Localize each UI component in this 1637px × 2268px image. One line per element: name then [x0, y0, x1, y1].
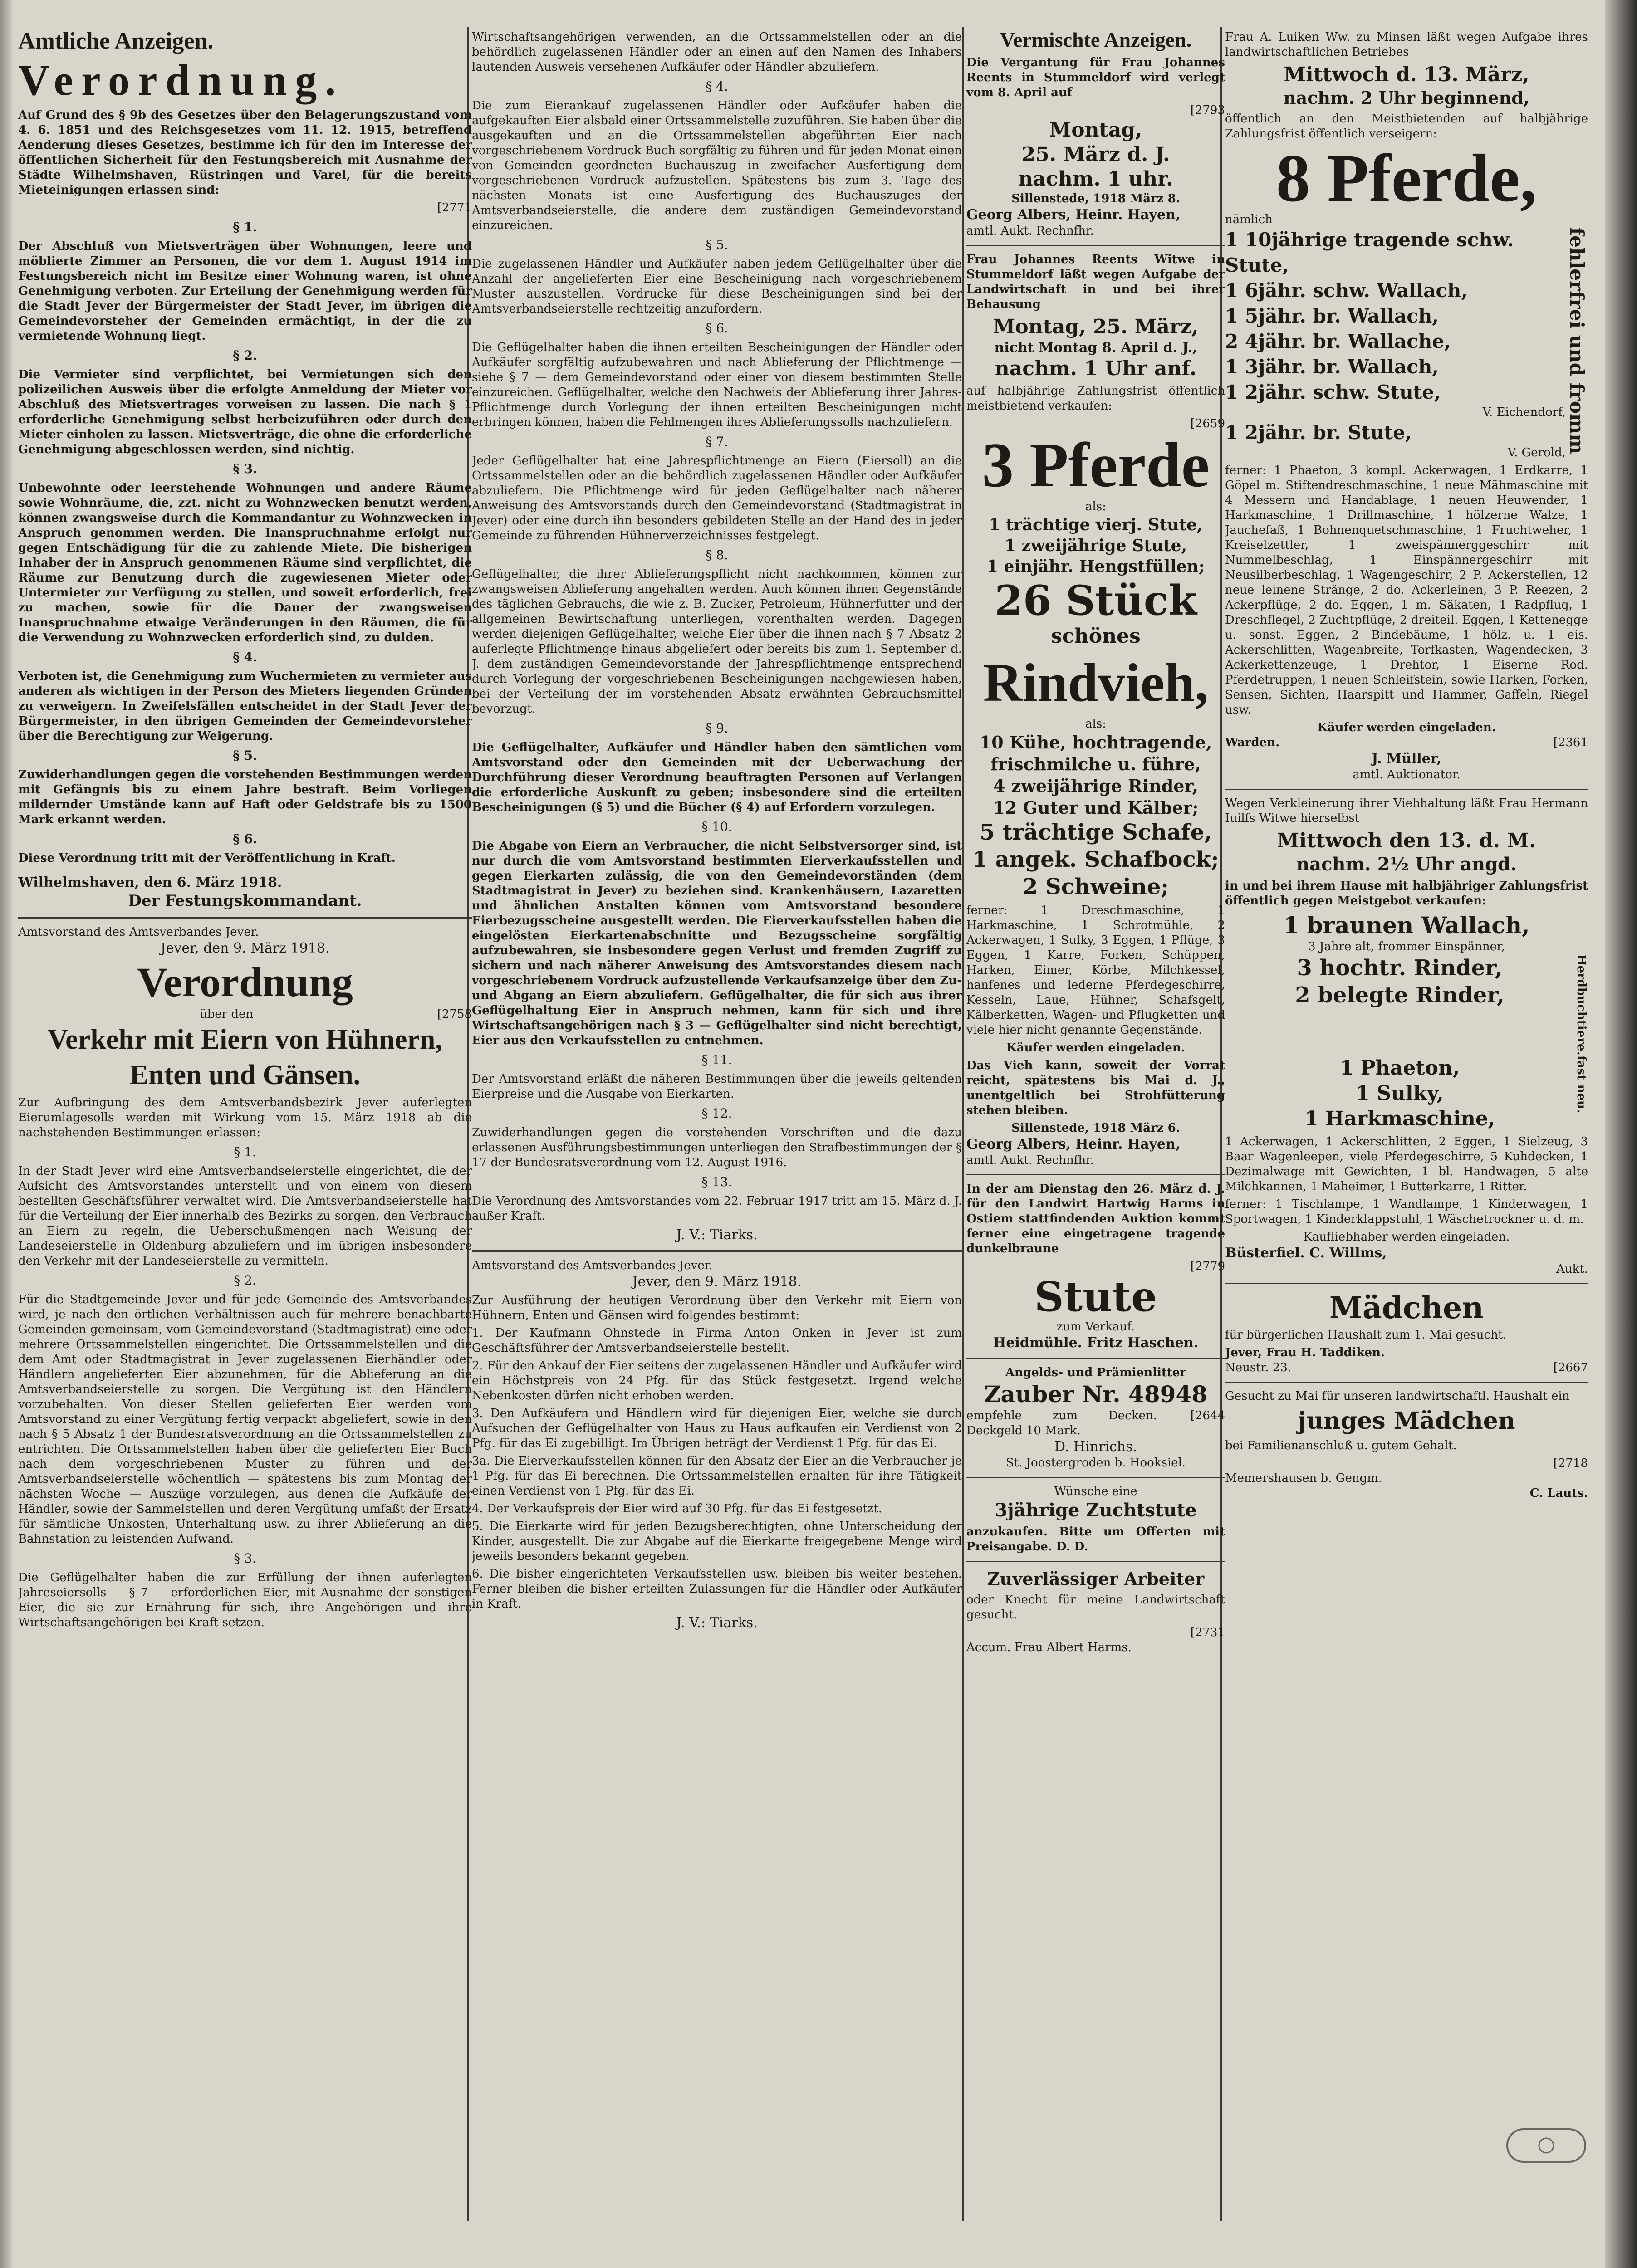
ad-signature-role: Aukt. — [1556, 1262, 1588, 1276]
divider — [1225, 789, 1588, 790]
ad-text: empfehle zum Decken. Deckgeld 10 Mark. — [966, 1409, 1157, 1437]
horse-item: 1 10jährige tragende schw. Stute, — [1225, 229, 1514, 276]
ad-signature-role: amtl. Aukt. Rechnfhr. — [966, 1154, 1094, 1167]
headline-maedchen: Mädchen — [1329, 1290, 1484, 1325]
paragraph: Diese Verordnung tritt mit der Veröffentlichung in Kraft. — [18, 851, 396, 865]
section-heading: § 1. — [234, 1144, 256, 1159]
ad-text: ferner: 1 Dreschmaschine, 1 Harkmaschine, 1 Schrotmühle, 2 Ackerwagen, 1 Sulky, 3 Eggen, 1 Pflüge, 3 Eggen, 1 Karre, Forken, Schüppen, Harken, Eimer, Körbe, Milchkessel, hanfenes und lederne Pferdegeschirre, Kesseln, Laue, Hühner, Schafsgelt, Kälberketten, Wagen- und Pflugketten und viele hier nicht genannte Gegenstände. — [966, 904, 1225, 1037]
ad-text: für bürgerlichen Haushalt zum 1. Mai gesucht. — [1225, 1328, 1507, 1342]
section-heading: § 2. — [233, 348, 257, 363]
horse-list — [1225, 227, 1566, 460]
column-3 — [966, 27, 1225, 2248]
als: als: — [1085, 717, 1106, 731]
binding-spine — [1605, 0, 1637, 2268]
divider — [966, 1174, 1225, 1175]
invite: Kaufliebhaber werden eingeladen. — [1303, 1230, 1510, 1244]
schoenes: schönes — [1051, 625, 1141, 648]
sheep-item: 5 trächtige Schafe, — [980, 820, 1212, 845]
ref: [2771 — [437, 201, 472, 215]
ad-text: öffentlich an den Meistbietenden auf halbjährige Zahlungsfrist öffentlich verseigern: — [1225, 112, 1588, 141]
authority: Amtsvorstand des Amtsverbandes Jever. — [18, 925, 259, 939]
ad-date: Mittwoch d. 13. März, — [1284, 63, 1529, 86]
ad-text: Gesucht zu Mai für unseren landwirtschaftl. Haushalt ein — [1225, 1389, 1570, 1403]
subject-line: Enten und Gänsen. — [129, 1060, 361, 1090]
column-2 — [472, 27, 962, 2248]
horse-item: 1 einjähr. Hengstfüllen; — [986, 557, 1205, 576]
ad-signature: C. Lauts. — [1529, 1486, 1588, 1500]
section-heading: § 6. — [233, 831, 257, 846]
paragraph: Verboten ist, die Genehmigung zum Wuchermieten zu vermieter aus anderen als wichtigen in der Person des Mieters liegenden Gründen zu verweigern. In Zweifelsfällen entscheidet in der Stadt Jever der Bürgermeister, in den übrigen Gemeinden der Gemeindevorsteher über die Berechtigung zur Weigerung. — [18, 670, 472, 743]
headline-rindvieh: Rindvieh, — [983, 652, 1209, 713]
ad-date: Montag, — [1049, 118, 1142, 142]
horse-item: 1 trächtige vierj. Stute, — [989, 515, 1203, 534]
ad-place: St. Joostergroden b. Hooksiel. — [1005, 1456, 1186, 1470]
section-header: Amtliche Anzeigen. — [18, 28, 214, 54]
paragraph: In der Stadt Jever wird eine Amtsverbandseierstelle eingerichtet, die der Aufsicht des Amtsvorstandes unterstellt und von einem von diesem bestellten Geschäftsführer verwaltet wird. Die Amtsverbandseierstelle hat für die Verteilung der Eier innerhalb des Bezirks zu sorgen, den Verbrauch an Eiern zu regeln, die Ueberschußmengen nach Weisung der Landeseierstelle in Oldenburg abzuliefern und im übrigen insbesondere den Verkehr mit der Landeseierstelle zu vermitteln. — [18, 1164, 472, 1268]
headline-pferde: 8 Pferde, — [1276, 141, 1537, 216]
ad-signature: Heidmühle. Fritz Haschen. — [993, 1335, 1198, 1351]
ad-text: ferner: 1 Phaeton, 3 kompl. Ackerwagen, 1 Erdkarre, 1 Göpel m. Stiftendreschmaschine, 1 neue Mähmaschine mit 4 Messern und Handablage, 1 neuen Heuwender, 1 Harkmaschine, 1 Drillmaschine, 1 hölzerne Walze, 1 Jauchefaß, 1 Bohnenquetschmaschine, 1 Fruchtweher, 1 Kreiselzettler, 1 zweispännerggeschirr mit Nummelbeschlag, 1 Einspännergeschirr mit Neusilberbeschlag, 1 Wagengeschirr, 2 P. Ackerstellen, 12 neue leinene Stränge, 2 do. Ackerleinen, 3 P. Reezen, 2 Ackerpflüge, 2 do. Eggen, 1 m. Säkaten, 1 Radpflug, 1 Dreschflegel, 2 Zuchtpflüge, 2 dreiteil. Eggen, 1 Kettenegge u. sonst. Eggen, 2 Bindebäume, 1 hölz. u. 1 eis. Ackerschlitten, Wagenbreite, Torfkasten, Wagendecken, 3 Ackerkettenzeuge, 1 Drehtor, 1 Eiserne Rod. Pferdetruppen, 1 neuen Schleifstein, sowie Harken, Forken, Sensen, Sichten, Haarspitt und Hammer, Gaffeln, Riegel usw. — [1225, 464, 1588, 717]
ref: [2779 — [1190, 1260, 1225, 1273]
signature: J. V.: Tiarks. — [676, 1227, 758, 1243]
paragraph: Jeder Geflügelhalter hat eine Jahrespflichtmenge an Eiern (Eiersoll) an die Ortssammelstellen oder an die behördlich zugelassenen Händler oder Aufkäufer abzuliefern. Die Pflichtmenge wird für jeden Geflügelhalter nach näherer Anweisung des Amtsvorstands durch den Gemeindevorstand (Stadtmagistrat in Jever) oder eine durch ihn besonders gebildeten Stelle an der Hand des in jeder Gemeinde zu führenden Hühnerverzeichnisses festgelegt. — [472, 454, 962, 543]
ueber-row — [18, 1007, 472, 1022]
ad-text: ferner: 1 Tischlampe, 1 Wandlampe, 1 Kinderwagen, 1 Sportwagen, 1 Kinderklappstuhl, 1 Wäschetrockner u. d. m. — [1225, 1197, 1588, 1226]
cattle-item: 4 zweijährige Rinder, — [993, 776, 1198, 796]
intro: Auf Grund des § 9b des Gesetzes über den Belagerungszustand vom 4. 6. 1851 und des Reichsgesetzes vom 11. 12. 1915, betreffend Aenderung dieses Gesetzes, bestimme ich für den im Interesse der öffentlichen Sicherheit für den Festungsbereich mit Ausnahme der Städte Wilhelmshaven, Rüstringen und Varel, für die bereits Mieteinigungen erlassen sind: — [18, 108, 472, 197]
vehicle-item: 1 Sulky, — [1356, 1081, 1444, 1105]
section-heading: § 13. — [701, 1174, 732, 1189]
divider — [966, 1477, 1225, 1478]
list-item: 3a. Die Eierverkaufsstellen können für den Absatz der Eier an die Verbraucher je 1 Pfg. für das Ei berechnen. Die Ortssammelstellen erhalten für ihre Tätigkeit einen Verdienst von 1 Pfg. für das Ei. — [472, 1454, 962, 1498]
ad-row — [966, 1408, 1225, 1438]
vertical-note: Herdbuchtiere. — [1574, 954, 1588, 1056]
list-item: 1. Der Kaufmann Ohnstede in Firma Anton Onken in Jever ist zum Geschäftsführer der Amtsverbandseierstelle bestellt. — [472, 1326, 962, 1355]
headline-junges-maedchen: junges Mädchen — [1298, 1407, 1515, 1435]
ad-text: Wegen Verkleinerung ihrer Viehhaltung läßt Frau Hermann Iuilfs Witwe hierselbst — [1225, 797, 1588, 825]
vehicle-item: 1 Harkmaschine, — [1304, 1107, 1495, 1130]
paragraph: Die Verordnung des Amtsvorstandes vom 22. Februar 1917 tritt am 15. März d. J. außer Kraft. — [472, 1194, 962, 1223]
ad-text: Frau A. Luiken Ww. zu Minsen läßt wegen Aufgabe ihres landwirtschaftlichen Betriebes — [1225, 30, 1588, 59]
ad-date: 25. März d. J. — [1021, 143, 1170, 166]
divider — [472, 1250, 962, 1252]
paragraph: Die Geflügelhalter, Aufkäufer und Händler haben den sämtlichen vom Amtsvorstand oder den Gemeinden mit der Ueberwachung der Durchführung dieser Verordnung beauftragten Personen auf Verlangen die erforderliche Auskunft zu geben; insbesondere sind die erteilten Bescheinigungen (§ 5) und die Bücher (§ 4) auf Erfordern vorzulegen. — [472, 741, 962, 814]
ad-row — [1225, 1360, 1588, 1375]
library-stamp-icon — [1505, 2127, 1587, 2164]
ad-text: Wünsche eine — [1054, 1485, 1137, 1498]
ad-text: In der am Dienstag den 26. März d. J. für den Landwirt Hartwig Harms in Ostiem stattfindenden Auktion kommt ferner eine eingetragene tragende dunkelbraune — [966, 1182, 1225, 1256]
cattle-item: 2 belegte Rinder, — [1295, 982, 1505, 1008]
list-item: 4. Der Verkaufspreis der Eier wird auf 30 Pfg. für das Ei festgesetzt. — [472, 1502, 882, 1515]
left-edge — [0, 0, 14, 2268]
subject-line: Verkehr mit Eiern von Hühnern, — [48, 1024, 442, 1055]
section-heading: § 5. — [706, 237, 728, 252]
cattle-item: 3 hochtr. Rinder, — [1297, 955, 1503, 981]
column-4 — [1225, 27, 1588, 2248]
section-heading: § 2. — [234, 1273, 256, 1288]
section-heading: § 4. — [706, 79, 728, 94]
list-item: 5. Die Eierkarte wird für jeden Bezugsberechtigten, ohne Unterscheidung der Kinder, ausgestellt. Die zur Abgabe auf die Eierkarte freigegebene Menge wird jeweils besonders bekannt gegeben. — [472, 1520, 962, 1563]
owner: V. Gerold, — [1507, 446, 1566, 459]
section-heading: § 5. — [233, 748, 257, 763]
verordnung-title-2: Verordnung — [137, 959, 353, 1005]
paragraph: Die Vermieter sind verpflichtet, bei Vermietungen sich den polizeilichen Ausweis über die erfolgte Anmeldung der Mieter vor Abschluß des Mietsvertrages vorweisen zu lassen. Die nach § 1 erforderliche Genehmigung selbst herbeizuführen oder durch den Mieter einholen zu lassen. Mietsverträge, die ohne die erforderliche Genehmigung abgeschlossen werden, sind nichtig. — [18, 368, 472, 456]
divider — [1225, 1382, 1588, 1383]
section-heading: § 12. — [701, 1106, 732, 1121]
divider — [966, 245, 1225, 246]
ad-place: Sillenstede, 1918 März 6. — [1011, 1121, 1180, 1135]
ad-text: anzukaufen. Bitte um Offerten mit Preisangabe. D. D. — [966, 1525, 1225, 1554]
ad-signature: D. Hinrichs. — [1054, 1439, 1137, 1455]
cattle-block — [1225, 954, 1588, 1056]
ad-text: Die Vergantung für Frau Johannes Reents in Stummeldorf wird verlegt vom 8. April auf — [966, 56, 1225, 99]
section-heading: § 11. — [701, 1052, 732, 1067]
paragraph: Die zugelassenen Händler und Aufkäufer haben jedem Geflügelhalter über die Anzahl der angelieferten Eier eine Bescheinigung nach vorgeschriebenem Muster auszustellen. Vordrucke für diese Bescheinigungen sind bei der Amtsverbandseierstelle rechtzeitig anzufordern. — [472, 257, 962, 316]
section-heading: § 3. — [233, 461, 257, 476]
ad-time: nachm. 1 uhr. — [1018, 167, 1173, 191]
vertical-note: fehlerfrei und fromm — [1566, 227, 1588, 454]
list-item: 2. Für den Ankauf der Eier seitens der zugelassenen Händler und Aufkäufer wird ein Höchstpreis von 24 Pfg. für das Stück festgesetzt. Irgend welche Nebenkosten dürfen nicht erhoben werden. — [472, 1359, 962, 1403]
ad-signature: J. Müller, — [1372, 751, 1441, 767]
invite: Käufer werden eingeladen. — [1006, 1041, 1185, 1055]
owner: V. Eichendorf, — [1482, 406, 1566, 419]
ad-date: Mittwoch den 13. d. M. — [1277, 829, 1536, 852]
horse-item: 1 3jähr. br. Wallach, — [1225, 356, 1439, 378]
paragraph: Der Abschluß von Mietsverträgen über Wohnungen, leere und möblierte Zimmer an Personen, die vor dem 1. August 1914 im Festungsbereich nicht im Besitze einer Wohnung waren, ist ohne Genehmigung verboten. Zur Erteilung der Genehmigung werden für die Stadt Jever der Bürgermeister der Stadt Jever, im übrigen die Gemeindevorsteher der Gemeinden ermächtigt, in der die zu vermietende Wohnung liegt. — [18, 240, 472, 343]
ad-row — [1225, 735, 1588, 750]
ad-text: bei Familienanschluß u. gutem Gehalt. — [1225, 1438, 1457, 1452]
ad-signature: Büsterfiel. C. Willms, — [1225, 1245, 1387, 1261]
ref: [2361 — [1553, 736, 1588, 749]
headline-pferde: 3 Pferde — [982, 430, 1210, 500]
signer: Der Festungskommandant. — [128, 892, 362, 910]
paragraph: Die zum Eierankauf zugelassenen Händler oder Aufkäufer haben die aufgekauften Eier alsbald einer Ortssammelstelle zuzuführen. Sie haben über die ausgekauften und an die Ortssammelstellen abgeführten Eier nach vorgeschriebenem Vordruck Buch sorgfältig zu führen und für jeden Monat einen von Gemeinden geordneten Buchauszug in zweifacher Ausfertigung dem vorgeschriebenen Vordruck aufzustellen. Spätestens bis zum 3. Tage des nächsten Monats ist eine Ausfertigung des Buchauszuges der Amtsverbandseierstelle, die andere dem zuständigen Gemeindevorstand einzureichen. — [472, 99, 962, 232]
headline-arbeiter: Zuverlässiger Arbeiter — [987, 1569, 1205, 1589]
ref: [2758 — [437, 1007, 472, 1021]
ad-address: Neustr. 23. — [1225, 1360, 1292, 1374]
vehicle-item: 1 Phaeton, — [1339, 1056, 1460, 1080]
intro: Zur Aufbringung des dem Amtsverbandsbezirk Jever auferlegten Eierumlagesolls werden mit Wirkung vom 15. März 1918 ab die nachstehenden Bestimmungen erlassen: — [18, 1096, 472, 1139]
section-header: Vermischte Anzeigen. — [1000, 28, 1192, 51]
ad-signature: Accum. Frau Albert Harms. — [966, 1641, 1132, 1654]
ref: [2793 — [1190, 103, 1225, 117]
ad-place: Warden. — [1225, 736, 1280, 749]
headline-stute: Stute — [1034, 1273, 1157, 1321]
horse-item: 2 4jähr. br. Wallache, — [1225, 330, 1451, 352]
headline-zauber: Zauber Nr. 48948 — [984, 1381, 1207, 1408]
sheep-item: 1 angek. Schafbock; — [972, 847, 1219, 872]
vehicle-list — [1225, 1056, 1574, 1132]
headline-wallach: 1 braunen Wallach, — [1283, 912, 1530, 938]
section-heading: § 8. — [706, 547, 728, 562]
horse-item: 1 2jähr. br. Stute, — [1225, 421, 1412, 444]
section-heading: § 7. — [706, 434, 728, 449]
horse-item: 1 zweijährige Stute, — [1004, 536, 1187, 555]
list-item: 6. Die bisher eingerichteten Verkaufsstellen usw. bleiben bis weiter bestehen. Ferner bleiben die bisher erteilten Zulassungen für die Händler oder Aufkäufer in Kraft. — [472, 1567, 962, 1611]
divider — [18, 917, 472, 919]
column-1 — [18, 27, 472, 2248]
horse-item: 1 6jähr. schw. Wallach, — [1225, 279, 1468, 302]
invite: Käufer werden eingeladen. — [1317, 721, 1496, 734]
cattle-item: 12 Guter und Kälber; — [993, 797, 1199, 818]
ad-time: nachm. 1 Uhr anf. — [995, 357, 1197, 380]
ad-subheading: Angelds- und Prämienlitter — [1005, 1366, 1186, 1379]
vertical-note: fast neu. — [1574, 1055, 1588, 1113]
section-heading: § 6. — [706, 321, 728, 336]
section-heading: § 1. — [233, 220, 257, 235]
headline-zuchtstute: 3jährige Zuchtstute — [995, 1500, 1197, 1521]
ad-text: in und bei ihrem Hause mit halbjähriger Zahlungsfrist öffentlich gegen Meistgebot verkaufen: — [1225, 879, 1588, 908]
paragraph: Wirtschaftsangehörigen verwenden, an die Ortssammelstellen oder an die behördlich zugelassenen Händler oder an einen auf den Namen des Inhabers lautenden Ausweis versehenen Aufkäufer oder Händler abzuliefern. — [472, 30, 962, 74]
paragraph: Die Geflügelhalter haben die ihnen erteilten Bescheinigungen der Händler oder Aufkäufer sorgfältig aufzubewahren und nach Ablieferung der Pflichtmenge — siehe § 7 — dem Gemeindevorstand oder einer von diesem bestimmten Stelle einzureichen. Geflügelhalter, welche den Nachweis der Ablieferung ihrer Jahres-Pflichtmenge durch Vorlegung der ihnen erteilten Bescheinigungen nicht erbringen können, haben die Fehlmengen ihres Ablieferungssolls nachzuliefern. — [472, 341, 962, 429]
list-item: 3. Den Aufkäufern und Händlern wird für diejenigen Eier, welche sie durch Aufsuchen der Geflügelhalter von Haus zu Haus aufkaufen ein Verdienst von 2 Pfg. für das Ei zugebilligt. Im Übrigen beträgt der Verdienst 1 Pfg. für das Ei. — [472, 1407, 962, 1450]
paragraph: Die Geflügelhalter haben die zur Erfüllung der ihnen auferlegten Jahreseiersolls — § 7 — erforderlichen Eier, mit Ausnahme der sonstigen Eier, die sie zur Ernährung für sich, ihre Angehörigen und ihre Wirtschaftsangehörigen bei Kraft setzen. — [18, 1571, 472, 1629]
section-heading: § 10. — [701, 819, 732, 834]
paragraph: Geflügelhalter, die ihrer Ablieferungspflicht nicht nachkommen, können zur zwangsweisen Ablieferung angehalten werden. Auch können ihnen Gegenstände des täglichen Gebrauchs, die wie z. B. Zucker, Petroleum, Hühnerfutter und der allgemeinen Bewirtschaftung unterliegen, vorenthalten werden. Dagegen werden diejenigen Geflügelhalter, welche Eier über die ihnen nach § 7 Absatz 2 auferlegte Pflichtmenge hinaus abgeliefert oder bereits bis zum 1. September d. J. dem zuständigen Gemeindevorstande der Jahrespflichtmenge entsprechend durch Vorlegung der vorgeschriebenen Bescheinigungen nachgewiesen haben, bei der Verteilung der im vorstehenden Absatz erwähnten Gebrauchsmittel bevorzugt. — [472, 567, 962, 716]
sheep-item: 2 Schweine; — [1022, 874, 1169, 899]
ref: [2644 — [1190, 1409, 1225, 1422]
ad-time: nachm. 2½ Uhr angd. — [1296, 854, 1517, 875]
paragraph: Die Abgabe von Eiern an Verbraucher, die nicht Selbstversorger sind, ist nur durch die vom Amtsvorstand bestimmten Eierverkaufsstellen und gegen Eierkarten zulässig, die von den Gemeindevorständen (dem Stadtmagistrat in Jever) zu beziehen sind. Krankenhäusern, Lazaretten und ähnlichen Anstalten können vom Amtsvorstand besondere Eierbezugsscheine ausgestellt werden. Die Eierverkaufsstellen haben die eingelösten Eierkartenabschnitte und Bezugsscheine sorgfältig aufzubewahren, sie insbesondere gegen Verlust und fremden Zugriff zu sichern und nach näherer Anweisung des Amtsvorstandes diesem nach vorgeschriebenem Vordruck aufzustellende Verkaufsanzeige über den Zu- und Abgang an Eiern abzuliefern. Geflügelhalter, die für sich aus ihrer Geflügelhaltung Eier in Anspruch nehmen, kann für sich und ihre Wirtschaftsangehörigen nach § 3 — Geflügelhalter sind nicht berechtigt, Eier aus den Verkaufsstellen zu entnehmen. — [472, 839, 962, 1047]
divider — [966, 1358, 1225, 1359]
headline-stueck: 26 Stück — [995, 577, 1197, 625]
ad-text: Das Vieh kann, soweit der Vorrat reicht, spätestens bis Mai d. J., unentgeltlich bei Strohfütterung stehen bleiben. — [966, 1059, 1225, 1117]
ad-signature: Georg Albers, Heinr. Hayen, — [966, 1136, 1181, 1152]
horse-item: 1 5jähr. br. Wallach, — [1225, 305, 1439, 327]
ad-place: Jever, Frau H. Taddiken. — [1225, 1345, 1385, 1359]
intro: Zur Ausführung der heutigen Verordnung über den Verkehr mit Eiern von Hühnern, Enten und Gänsen wird folgendes bestimmt: — [472, 1294, 962, 1322]
ueber: über den — [200, 1007, 254, 1021]
paragraph: Zuwiderhandlungen gegen die vorstehenden Bestimmungen werden mit Gefängnis bis zu einem Jahre bestraft. Beim Vorliegen mildernder Umstände kann auf Haft oder Geldstrafe bis zu 1500 Mark erkannt werden. — [18, 768, 472, 826]
paragraph: Für die Stadtgemeinde Jever und für jede Gemeinde des Amtsverbandes wird, je nach den örtlichen Verhältnissen auch für mehrere benachbarte Gemeinden gemeinsam, vom Gemeindevorstand (Stadtmagistrat) eine oder mehrere Ortssammelstellen eingerichtet. Die Ortssammelstellen und die dem Amt oder Stadtmagistrat in Jever zugelassenen Eierhändler oder Händlern angelieferten Eier abzunehmen, für die Ablieferung an die Amtsverbandseierstelle zu sorgen. Die Vergütung ist den Händlern vorzubehalten. Von dieser Stellen gelieferten Eier werden vom Amtsvorstand zu einer Vergütung fertig verpackt abgeliefert, sowie in den nach § 5 Absatz 1 der Bundesratsverordnung an die Ortssammelstellen zu entrichten. Die Ortssammelstellen haben über die gelieferten Eier Buch nach dem vorgeschriebenen Muster zu führen und der Amtsverbandseierstelle wöchentlich — spätestens bis zum Montag der nächsten Woche — Auszüge vorzulegen, aus denen die Aufkäufe der Händler, sowie der Sammelstellen und deren Vergütung umfaßt der Ersatz für sämtliche Unkosten, Unterhaltung usw. zu ihrer Ablieferung an die Bahnstation zu leistenden Aufwand. — [18, 1293, 472, 1546]
horse-block — [1225, 227, 1588, 460]
ad-text: auf halbjährige Zahlungsfrist öffentlich meistbietend verkaufen: — [966, 384, 1225, 413]
divider — [1225, 1283, 1588, 1284]
paragraph: Der Amtsvorstand erläßt die näheren Bestimmungen über die jeweils geltenden Eierpreise und die Ausgabe von Eierkarten. — [472, 1072, 962, 1101]
cattle-item: 10 Kühe, hochtragende, frischmilche u. führe, — [979, 732, 1212, 774]
authority: Amtsvorstand des Amtsverbandes Jever. — [472, 1259, 713, 1272]
ad-signature: Georg Albers, Heinr. Hayen, — [966, 207, 1181, 223]
ad-text: 3 Jahre alt, frommer Einspänner, — [1308, 940, 1505, 953]
signature: J. V.: Tiarks. — [676, 1615, 758, 1631]
verordnung-title: Verordnung. — [18, 56, 344, 104]
column-rule — [962, 27, 964, 2221]
section-heading: § 9. — [706, 721, 728, 736]
date: Jever, den 9. März 1918. — [160, 940, 330, 956]
als: als: — [1085, 500, 1106, 513]
ad-time: nachm. 2 Uhr beginnend, — [1284, 88, 1529, 108]
ad-text: 1 Ackerwagen, 1 Ackerschlitten, 2 Eggen, 1 Sielzeug, 3 Baar Wagenleepen, viele Pferdegeschirre, 5 Kuhdecken, 1 Dezimalwage mit Gewichten, 1 bl. Handwagen, 5 alte Milchkannen, 1 Maheimer, 1 Butterkarre, 1 Ritter. — [1225, 1134, 1588, 1193]
vehicle-block — [1225, 1056, 1588, 1132]
ad-subdate: nicht Montag 8. April d. J., — [994, 340, 1197, 356]
paragraph: Unbewohnte oder leerstehende Wohnungen und andere Räume sowie Wohnräume, die, zzt. nicht zu Wohnzwecken benutzt werden, können zwangsweise durch die Kommandantur zu Wohnzwecken in Anspruch genommen werden. Die Inanspruchnahme erfolgt nur gegen Entschädigung für die zu zahlende Miete. Die bisherigen Inhaber der in Anspruch genommenen Räume sind verpflichtet, die Räume zur Benutzung durch die zugewiesenen Mieter oder Untermieter zur Verfügung zu stellen, und soweit erforderlich, frei zu machen, sowie für die Dauer der zwangsweisen Inanspruchnahme etwaige Veränderungen in den Räumen, die für die Verwendung zu Wohnzwecken erforderlich sind, zu dulden. — [18, 481, 472, 645]
ref: [2731 — [1190, 1626, 1225, 1639]
ref: [2659 — [1190, 417, 1225, 430]
section-heading: § 3. — [234, 1551, 256, 1566]
section-heading: § 4. — [233, 650, 257, 665]
ad-signature-role: amtl. Auktionator. — [1353, 768, 1461, 782]
date: Jever, den 9. März 1918. — [632, 1274, 802, 1290]
ad-place: Memershausen b. Gengm. — [1225, 1471, 1382, 1485]
ad-text: oder Knecht für meine Landwirtschaft gesucht. — [966, 1593, 1225, 1622]
place-date: Wilhelmshaven, den 6. März 1918. — [18, 875, 282, 890]
divider — [966, 1561, 1225, 1562]
ref: [2667 — [1553, 1360, 1588, 1374]
cattle-list — [1225, 954, 1574, 1056]
horse-item: 1 2jähr. schw. Stute, — [1225, 381, 1441, 403]
ad-signature-role: amtl. Aukt. Rechnfhr. — [966, 224, 1094, 238]
item-list — [472, 1326, 962, 1612]
paragraph: Zuwiderhandlungen gegen die vorstehenden Vorschriften und die dazu erlassenen Ausführungsbestimmungen unterliegen den Strafbestimmungen der § 17 der Bundesratsverordnung vom 12. August 1916. — [472, 1126, 962, 1169]
zum-verkauf: zum Verkauf. — [1056, 1320, 1135, 1334]
ref: [2718 — [1553, 1456, 1588, 1470]
ad-text: Frau Johannes Reents Witwe in Stummeldorf läßt wegen Aufgabe der Landwirtschaft in und bei ihrer Behausung — [966, 253, 1225, 311]
ad-place: Sillenstede, 1918 März 8. — [1011, 192, 1180, 205]
naemlich: nämlich — [1225, 213, 1273, 226]
ad-date: Montag, 25. März, — [993, 315, 1199, 338]
